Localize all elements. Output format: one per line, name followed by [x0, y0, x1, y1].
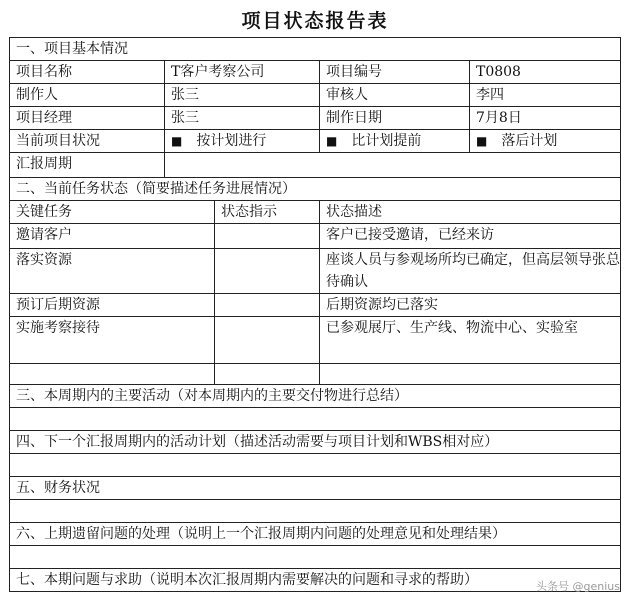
task-desc: 已参观展厅、生产线、物流中心、实验室 [320, 317, 621, 364]
project-status-table [9, 37, 621, 592]
section7-header-row [10, 569, 621, 592]
task-desc: 客户已接受邀请，已经来访 [320, 224, 621, 249]
info-row [10, 84, 621, 107]
section7-heading: 七、本期问题与求助（说明本次汇报周期内需要解决的问题和寻求的帮助） [10, 569, 621, 592]
task-row-empty [10, 364, 621, 385]
info-value: 张三 [165, 84, 320, 107]
task-desc: 座谈人员与参观场所均已确定，但高层领导张总待确认 [320, 249, 621, 294]
status-row [10, 130, 621, 153]
column-header: 状态描述 [320, 201, 621, 224]
status-option: ■ 按计划进行 [165, 130, 320, 153]
info-value: 李四 [470, 84, 621, 107]
period-row [10, 153, 621, 178]
section1-heading: 一、项目基本情况 [10, 38, 621, 61]
info-label: 审核人 [320, 84, 470, 107]
task-desc: 后期资源均已落实 [320, 294, 621, 317]
section1-header-row [10, 38, 621, 61]
checkbox-square-icon: ■ [476, 134, 488, 148]
task-indicator [215, 249, 320, 294]
task-row [10, 294, 621, 317]
section5-header-row [10, 477, 621, 500]
checkbox-square-icon: ■ [171, 134, 183, 148]
info-label: 制作人 [10, 84, 165, 107]
task-name: 落实资源 [10, 249, 215, 294]
task-row [10, 249, 621, 294]
task-name: 邀请客户 [10, 224, 215, 249]
section4-body [10, 454, 621, 477]
status-option: ■ 比计划提前 [320, 130, 470, 153]
info-row [10, 61, 621, 84]
info-label: 项目名称 [10, 61, 165, 84]
section4-heading: 四、下一个汇报周期内的活动计划（描述活动需要与项目计划和WBS相对应） [10, 431, 621, 454]
checkbox-square-icon: ■ [326, 134, 338, 148]
info-value: T客户考察公司 [165, 61, 320, 84]
task-name: 实施考察接待 [10, 317, 215, 364]
section2-header-row [10, 178, 621, 201]
section4-header-row [10, 431, 621, 454]
task-indicator [215, 317, 320, 364]
column-header: 关键任务 [10, 201, 215, 224]
task-name: 预订后期资源 [10, 294, 215, 317]
info-label: 制作日期 [320, 107, 470, 130]
status-label: 当前项目状况 [10, 130, 165, 153]
section6-heading: 六、上期遗留问题的处理（说明上一个汇报周期内问题的处理意见和处理结果） [10, 523, 621, 546]
info-value: 7月8日 [470, 107, 621, 130]
info-value: 张三 [165, 107, 320, 130]
section6-header-row [10, 523, 621, 546]
section5-body [10, 500, 621, 523]
info-row [10, 107, 621, 130]
section5-heading: 五、财务状况 [10, 477, 621, 500]
period-value [165, 153, 621, 178]
task-row [10, 317, 621, 364]
info-label: 项目编号 [320, 61, 470, 84]
section6-body [10, 546, 621, 569]
section3-heading: 三、本周期内的主要活动（对本周期内的主要交付物进行总结） [10, 385, 621, 408]
info-value: T0808 [470, 61, 621, 84]
column-header: 状态指示 [215, 201, 320, 224]
watermark: 头条号 @genius [536, 580, 620, 593]
info-label: 项目经理 [10, 107, 165, 130]
task-indicator [215, 294, 320, 317]
section3-header-row [10, 385, 621, 408]
page-title: 项目状态报告表 [241, 10, 389, 32]
section3-body [10, 408, 621, 431]
period-label: 汇报周期 [10, 153, 165, 178]
task-row [10, 224, 621, 249]
task-columns-row [10, 201, 621, 224]
task-indicator [215, 224, 320, 249]
section2-heading: 二、当前任务状态（简要描述任务进展情况） [10, 178, 621, 201]
status-option: ■ 落后计划 [470, 130, 621, 153]
